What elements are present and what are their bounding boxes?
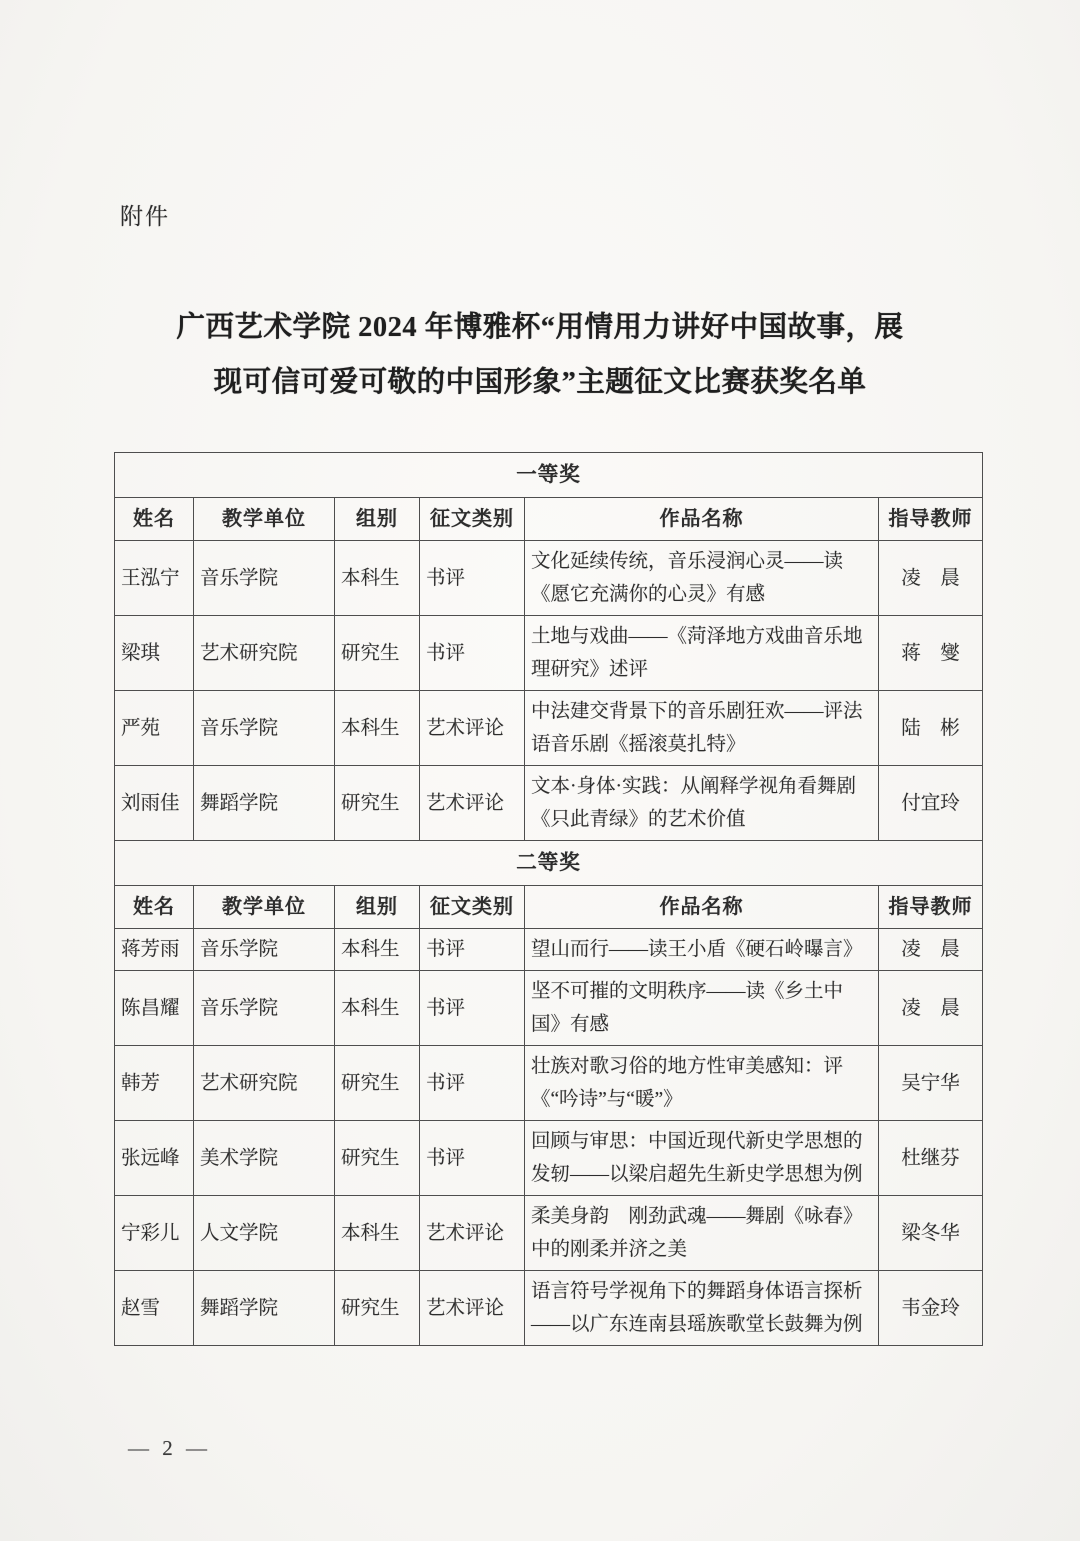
cell-category: 书评 [420,971,525,1046]
column-header: 作品名称 [525,498,879,541]
cell-category: 书评 [420,1046,525,1121]
cell-unit: 音乐学院 [194,971,335,1046]
cell-teacher: 付宜玲 [879,766,983,841]
table-row [115,1046,983,1121]
cell-unit: 人文学院 [194,1196,335,1271]
cell-work: 中法建交背景下的音乐剧狂欢——评法语音乐剧《摇滚莫扎特》 [525,691,879,766]
cell-category: 艺术评论 [420,766,525,841]
cell-name: 陈昌耀 [115,971,194,1046]
cell-name: 蒋芳雨 [115,929,194,971]
section-header: 二等奖 [115,841,983,886]
cell-name: 韩芳 [115,1046,194,1121]
cell-teacher: 凌 晨 [879,929,983,971]
cell-name: 王泓宁 [115,541,194,616]
cell-category: 书评 [420,929,525,971]
cell-work: 坚不可摧的文明秩序——读《乡土中国》有感 [525,971,879,1046]
cell-teacher: 吴宁华 [879,1046,983,1121]
cell-category: 书评 [420,1121,525,1196]
awards-table-body [115,453,983,1346]
table-row [115,1121,983,1196]
cell-unit: 音乐学院 [194,691,335,766]
cell-group: 本科生 [335,1196,420,1271]
column-header: 组别 [335,886,420,929]
table-row [115,616,983,691]
cell-group: 研究生 [335,1121,420,1196]
cell-work: 文本·身体·实践：从阐释学视角看舞剧《只此青绿》的艺术价值 [525,766,879,841]
cell-work: 壮族对歌习俗的地方性审美感知：评《“吟诗”与“暖”》 [525,1046,879,1121]
table-row [115,766,983,841]
cell-name: 严苑 [115,691,194,766]
cell-name: 张远峰 [115,1121,194,1196]
cell-work: 文化延续传统，音乐浸润心灵——读《愿它充满你的心灵》有感 [525,541,879,616]
cell-unit: 艺术研究院 [194,616,335,691]
column-header-row [115,886,983,929]
cell-group: 研究生 [335,616,420,691]
cell-group: 本科生 [335,541,420,616]
column-header-row [115,498,983,541]
cell-category: 艺术评论 [420,1271,525,1346]
section-header-row [115,453,983,498]
column-header: 姓名 [115,498,194,541]
awards-table [114,452,983,1346]
cell-group: 本科生 [335,971,420,1046]
column-header: 教学单位 [194,886,335,929]
table-row [115,929,983,971]
cell-name: 刘雨佳 [115,766,194,841]
cell-work: 语言符号学视角下的舞蹈身体语言探析——以广东连南县瑶族歌堂长鼓舞为例 [525,1271,879,1346]
cell-work: 回顾与审思：中国近现代新史学思想的发轫——以梁启超先生新史学思想为例 [525,1121,879,1196]
cell-group: 本科生 [335,929,420,971]
cell-category: 书评 [420,616,525,691]
column-header: 指导教师 [879,498,983,541]
document-title [90,300,990,410]
cell-teacher: 蒋 燮 [879,616,983,691]
cell-group: 研究生 [335,1046,420,1121]
cell-work: 土地与戏曲——《菏泽地方戏曲音乐地理研究》述评 [525,616,879,691]
cell-teacher: 杜继芬 [879,1121,983,1196]
cell-teacher: 韦金玲 [879,1271,983,1346]
cell-group: 本科生 [335,691,420,766]
table-row [115,1271,983,1346]
cell-category: 书评 [420,541,525,616]
cell-unit: 音乐学院 [194,929,335,971]
document-title-line1: 广西艺术学院 2024 年博雅杯“用情用力讲好中国故事，展 [176,312,904,343]
page-number: — 2 — [128,1436,211,1460]
cell-work: 望山而行——读王小盾《硬石岭曝言》 [525,929,879,971]
section-header-row [115,841,983,886]
column-header: 姓名 [115,886,194,929]
table-row [115,1196,983,1271]
column-header: 征文类别 [420,498,525,541]
table-row [115,691,983,766]
cell-unit: 舞蹈学院 [194,1271,335,1346]
column-header: 组别 [335,498,420,541]
cell-unit: 舞蹈学院 [194,766,335,841]
cell-teacher: 梁冬华 [879,1196,983,1271]
cell-teacher: 凌 晨 [879,541,983,616]
cell-unit: 艺术研究院 [194,1046,335,1121]
table-row [115,541,983,616]
cell-teacher: 陆 彬 [879,691,983,766]
cell-unit: 美术学院 [194,1121,335,1196]
table-row [115,971,983,1046]
column-header: 征文类别 [420,886,525,929]
cell-group: 研究生 [335,1271,420,1346]
column-header: 指导教师 [879,886,983,929]
cell-name: 宁彩儿 [115,1196,194,1271]
column-header: 教学单位 [194,498,335,541]
cell-unit: 音乐学院 [194,541,335,616]
column-header: 作品名称 [525,886,879,929]
cell-name: 梁琪 [115,616,194,691]
cell-category: 艺术评论 [420,691,525,766]
cell-category: 艺术评论 [420,1196,525,1271]
attachment-label: 附件 [120,204,170,229]
cell-teacher: 凌 晨 [879,971,983,1046]
cell-work: 柔美身韵 刚劲武魂——舞剧《咏春》中的刚柔并济之美 [525,1196,879,1271]
cell-name: 赵雪 [115,1271,194,1346]
document-title-line2: 现可信可爱可敬的中国形象”主题征文比赛获奖名单 [213,367,867,398]
cell-group: 研究生 [335,766,420,841]
section-header: 一等奖 [115,453,983,498]
